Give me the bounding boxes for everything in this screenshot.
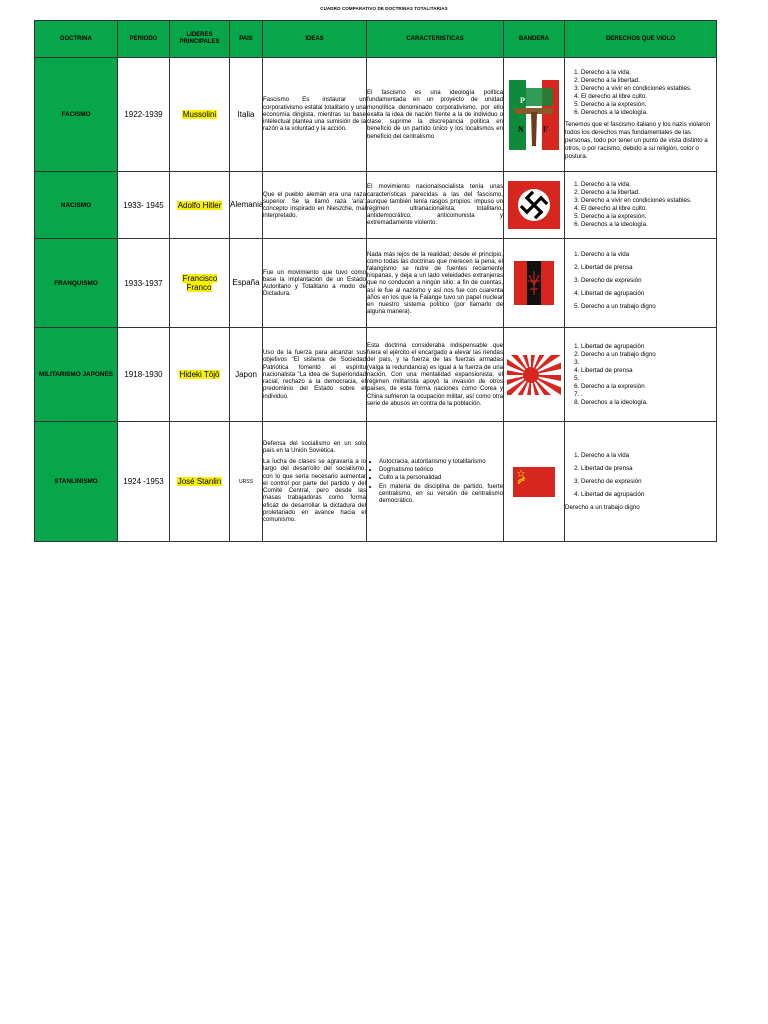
derechos-cell xyxy=(565,239,717,328)
caracteristicas-cell: Esta doctrina consideraba indispensable que fuera el ejército el encargado a elevar las riendas del país, y la fuerza de las fuerzas armadas (valga la redundancia) es igual a la fuerza de una nación. Con una mentalidad expansionista, el régimen militarista apoyó la invasión de otros países, de esta forma naciones como Corea y China sufrieron la ocupación militar, así como otra serie de abusos en contra de la población. xyxy=(367,328,504,422)
list-item: • Autocracia, autoritarismo y totalitarismo xyxy=(379,458,503,465)
list-item: 5. Derecho a un trabajo digno xyxy=(581,303,716,311)
ideas-cell: Fascismo Es instaurar un corporativismo estatal totalitario y una economía dirigista, mientras su base intelectual plantea una sumisión de la razón a la voluntad y la acción. xyxy=(263,58,367,172)
flag-letter-f: F xyxy=(543,124,548,134)
doctrina-cell: FRANQUISMO xyxy=(35,239,118,328)
pais-cell: Italia xyxy=(230,58,263,172)
derechos-list xyxy=(565,69,716,117)
caracteristicas-cell: El movimiento nacionalsocialista tenía unas características parecidas a las del fascismo, aunque también tenía rasgos propios: impuso un régimen ultranacionalista, totalitario, antidemocrático, anticomunista y extremadamente violento. xyxy=(367,172,504,239)
list-item: 8. Derechos a la ideología. xyxy=(581,399,716,407)
derechos-cell xyxy=(565,172,717,239)
list-item xyxy=(581,375,716,383)
caracteristicas-list xyxy=(367,458,503,504)
flag-letter-p: P xyxy=(520,95,525,105)
list-item: • Culto a la personalidad xyxy=(379,474,503,481)
list-item: 3. Derecho de expresión xyxy=(581,277,716,285)
lider-cell xyxy=(170,239,230,328)
list-item xyxy=(581,359,716,367)
derechos-cell xyxy=(565,58,717,172)
pais-cell: España xyxy=(230,239,263,328)
lider-cell xyxy=(170,328,230,422)
header-doctrina: DOCTRINA xyxy=(35,21,118,58)
lider-name: Hideki Tōjō xyxy=(179,370,220,379)
lider-name: Francisco Franco xyxy=(182,274,218,292)
list-item: 5. Derecho a la expresión. xyxy=(581,101,716,109)
list-item: 7. . xyxy=(581,391,716,399)
bandera-cell xyxy=(504,422,565,542)
header-row xyxy=(35,21,717,58)
list-item: 4. Libertad de agrupación xyxy=(581,290,716,298)
list-item: 3. Derecho a vivir en condiciones estables. xyxy=(581,197,716,205)
lider-cell xyxy=(170,422,230,542)
derechos-list xyxy=(565,251,716,311)
table-row xyxy=(35,328,717,422)
ideas-cell xyxy=(263,422,367,542)
periodo-cell: 1924 -1953 xyxy=(118,422,170,542)
list-item: 3. Derecho a vivir en condiciones estables. xyxy=(581,85,716,93)
list-item: 2. Derecho a la libertad. xyxy=(581,77,716,85)
ideas-cell: Fue un movimiento que tuvo como base la implantación de un Estado Autoritario y Totalitario a modo de Dictadura. xyxy=(263,239,367,328)
lider-cell xyxy=(170,172,230,239)
document-title: CUADRO COMPARATIVO DE DOCTRINAS TOTALITARIAS xyxy=(320,6,448,11)
lider-name: Mussolini xyxy=(182,110,217,119)
periodo-cell: 1933- 1945 xyxy=(118,172,170,239)
list-item: • En materia de disciplina de partido, fuerte centralismo, en su versión de centralismo democrático. xyxy=(379,483,503,505)
lider-name: José Stanlin xyxy=(177,477,222,486)
bandera-cell xyxy=(504,58,565,172)
pais-cell: Alemania xyxy=(230,172,263,239)
list-item: 3. Derecho de expresión xyxy=(581,478,716,486)
header-periodo: PERIODO xyxy=(118,21,170,58)
periodo-cell: 1922-1939 xyxy=(118,58,170,172)
ideas-cell: Uso de la fuerza para alcanzar sus objetivos "El sistema de Sociedad Patriótica fomentó el espíritu nacionalista "La idea de Superioridad racial, rechazo a la democracia, el predominio del Estado sobre el individuo. xyxy=(263,328,367,422)
pais-cell: Japon xyxy=(230,328,263,422)
derechos-cell xyxy=(565,422,717,542)
bandera-cell xyxy=(504,328,565,422)
list-item: 1. Derecho a la vida xyxy=(581,452,716,460)
table-row xyxy=(35,172,717,239)
header-lideres: LIDERES PRINCIPALES xyxy=(170,21,230,58)
list-item: 2. Derecho a un trabajo digno xyxy=(581,351,716,359)
falange-flag-icon xyxy=(514,261,554,305)
list-item: 6. Derecho a la expresión xyxy=(581,383,716,391)
list-item: • Dogmatismo teórico xyxy=(379,466,503,473)
header-pais: PAIS xyxy=(230,21,263,58)
periodo-cell: 1933-1937 xyxy=(118,239,170,328)
derechos-list xyxy=(565,181,716,229)
header-ideas: IDEAS xyxy=(263,21,367,58)
doctrina-cell: NACISMO xyxy=(35,172,118,239)
list-item: 4. Libertad de agrupación xyxy=(581,491,716,499)
table-row xyxy=(35,422,717,542)
caracteristicas-cell: El fascismo es una ideología política fundamentada en un proyecto de unidad monolítica denominado corporativismo, por ello exalta la idea de nación frente a la de individuo o clase; suprime la discrepancia política en beneficio de un partido único y los localismos en beneficio del centralismo xyxy=(367,58,504,172)
bandera-cell xyxy=(504,239,565,328)
lider-name: Adolfo Hitler xyxy=(177,200,222,210)
ideas-paragraph: Defensa del socialismo en un solo país en la Unión Soviética. xyxy=(263,439,366,455)
header-derechos: DERECHOS QUE VIOLO xyxy=(565,21,717,58)
swastika-flag-icon xyxy=(508,181,560,229)
derechos-note: Tenemos que el fascismo italiano y los nazis violaron todos los derechos mas fundamentales de las personas, todo por tener un punto de vista distinto a otros, o por racismo, debido a su religión, color o postura. xyxy=(565,120,711,160)
derechos-cell xyxy=(565,328,717,422)
periodo-cell: 1918-1930 xyxy=(118,328,170,422)
caracteristicas-cell: Nada más lejos de la realidad; desde el principio, como todas las doctrinas que merecen la pena, el falangismo se nutre de fuentes reciamente hispanas, y deja a un lado veleidades extranjeras que no conducen a ningún sitio: a fin de cuentas, así le fue al nazismo y así nos fue con cuarenta años en los que la Falange tuvo un papel nuclear en nuestro sistema político (por llamarlo de alguna manera). xyxy=(367,239,504,328)
italian-fascist-flag-icon xyxy=(509,80,559,150)
list-item: 5. Derecho a la expresión. xyxy=(581,213,716,221)
doctrina-cell: STANLINISMO xyxy=(35,422,118,542)
list-item: 4. Libertad de prensa xyxy=(581,367,716,375)
caracteristicas-cell xyxy=(367,422,504,542)
list-item: 1. Libertad de agrupación xyxy=(581,343,716,351)
lider-cell xyxy=(170,58,230,172)
list-item: 4. El derecho al libre culto. xyxy=(581,93,716,101)
comparison-table xyxy=(34,20,717,542)
rising-sun-flag-icon xyxy=(507,355,561,395)
bandera-cell xyxy=(504,172,565,239)
list-item: 4. El derecho al libre culto. xyxy=(581,205,716,213)
list-item: 1. Derecho a la vida. xyxy=(581,181,716,189)
pais-cell: URSS xyxy=(230,422,263,542)
derechos-list xyxy=(565,343,716,407)
list-item: 6. Derechos a la ideología. xyxy=(581,221,716,229)
list-item: 6. Derechos a la ideología. xyxy=(581,109,716,117)
ideas-paragraph: La lucha de clases se agravaría a lo largo del desarrollo del socialismo, con lo que sería necesario aumentar el control por parte del partido y del Comité Central, pero desde las masas trabajadoras como forma eficaz de desarrollar la dictadura del proletariado en avance hacia el comunismo. xyxy=(263,458,366,523)
table-row xyxy=(35,58,717,172)
list-item: 1. Derecho a la vida xyxy=(581,251,716,259)
list-item: 1. Derecho a la vida. xyxy=(581,69,716,77)
table-row xyxy=(35,239,717,328)
soviet-flag-icon xyxy=(513,467,555,497)
list-item: 2. Derecho a la libertad. xyxy=(581,189,716,197)
header-caracteristicas: CARACTERISTICAS xyxy=(367,21,504,58)
list-item: 2. Libertad de prensa xyxy=(581,264,716,272)
flag-letter-n: N xyxy=(518,124,524,134)
doctrina-cell: FACISMO xyxy=(35,58,118,172)
header-bandera: BANDERA xyxy=(504,21,565,58)
ideas-cell: Que el pueblo alemán era una raza superior. Se la llamó raza 'aria'; concepto inspirado en Nieszche, mal interpretado. xyxy=(263,172,367,239)
derechos-list xyxy=(565,452,716,499)
doctrina-cell: MILITARISMO JAPONES xyxy=(35,328,118,422)
derechos-note: Derecho a un trabajo digno xyxy=(565,503,640,511)
list-item: 2. Libertad de prensa xyxy=(581,465,716,473)
